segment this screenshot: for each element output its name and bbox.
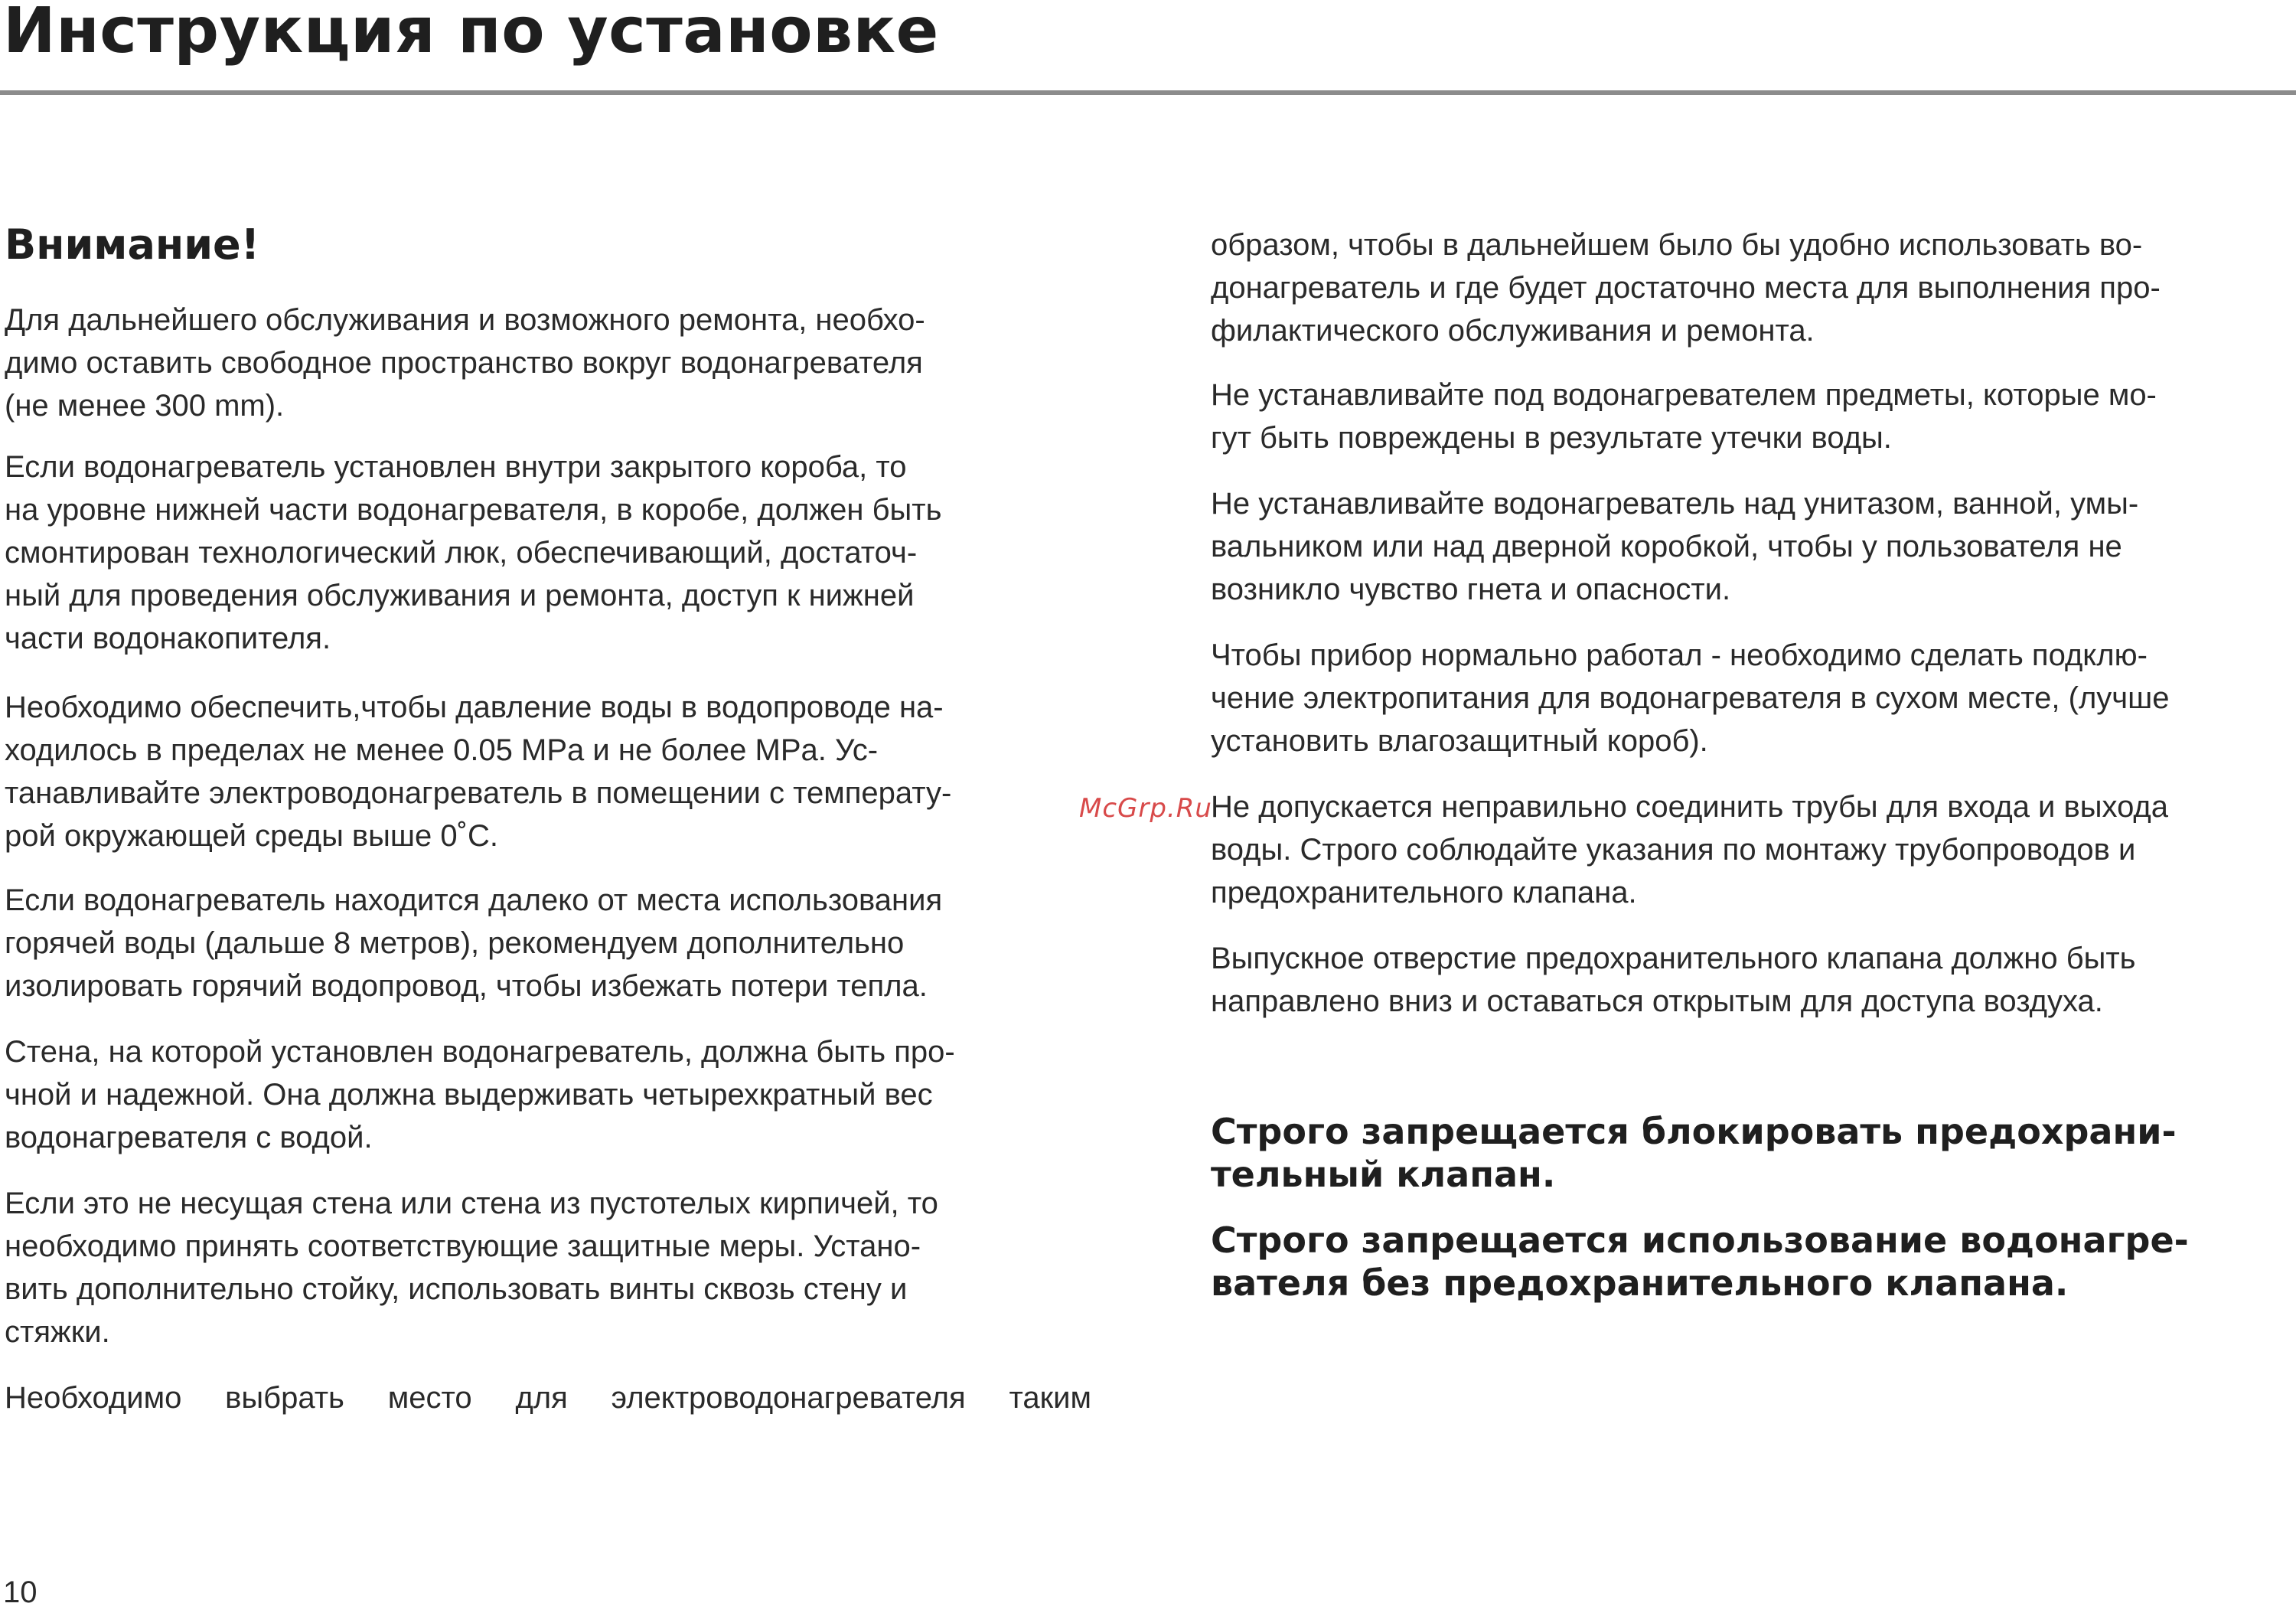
attention-heading: Внимание! <box>5 220 260 269</box>
paragraph-distance: Если водонагреватель находится далеко от места использования горячей воды (дальше 8 метров), рекомендуем дополнительно изолировать горячий водопровод, чтобы избежать потери тепла. <box>5 883 943 1003</box>
paragraph-placement-comfort: Не устанавливайте водонагреватель над унитазом, ванной, умы- вальником или над дверной коробкой, чтобы у пользователя не возникло чувство гнета и опасности. <box>1211 487 2139 606</box>
paragraph-leak-objects: Не устанавливайте под водонагревателем предметы, которые мо- гут быть повреждены в результате утечки воды. <box>1211 378 2157 455</box>
warning-valve-blocking: Строго запрещается блокировать предохрани- тельный клапан. <box>1211 1111 2177 1195</box>
paragraph-power-connection: Чтобы прибор нормально работал - необходимо сделать подклю- чение электропитания для водонагревателя в сухом месте, (лучше установить влагозащитный короб). <box>1211 638 2170 758</box>
watermark: McGrp.Ru <box>1079 793 1212 824</box>
paragraph-location-start: Необходимо выбрать место для электроводонагревателя таким <box>5 1381 1091 1415</box>
title-divider <box>0 90 2296 95</box>
paragraph-pipe-connection: Не допускается неправильно соединить трубы для входа и выхода воды. Строго соблюдайте указания по монтажу трубопроводов и предохранительного клапана. <box>1211 790 2169 909</box>
paragraph-water-pressure: Необходимо обеспечить,чтобы давление воды в водопроводе на- ходилось в пределах не менее 0.05 MPa и не более MPa. Ус- танавливайте электроводонагреватель в помещении с температу- рой окружающей среды выше 0˚C. <box>5 691 952 853</box>
page-number: 10 <box>3 1575 38 1609</box>
page-title: Инструкция по установке <box>3 0 939 67</box>
warning-valve-required: Строго запрещается использование водонагре- вателя без предохранительного клапана. <box>1211 1220 2189 1304</box>
paragraph-wall-strength: Стена, на которой установлен водонагреватель, должна быть про- чной и надежной. Она должна выдерживать четырехкратный вес водонагревателя с водой. <box>5 1035 955 1154</box>
paragraph-location-continued: образом, чтобы в дальнейшем было бы удобно использовать во- донагреватель и где будет достаточно места для выполнения про- филактического обслуживания и ремонта. <box>1211 228 2161 348</box>
paragraph-clearance: Для дальнейшего обслуживания и возможного ремонта, необхо- димо оставить свободное пространство вокруг водонагревателя (не менее 300 mm). <box>5 303 925 423</box>
paragraph-service-hatch: Если водонагреватель установлен внутри закрытого короба, то на уровне нижней части водонагревателя, в коробе, должен быть смонтирован технологический люк, обеспечивающий, достаточ- ный для проведения обслуживания и ремонта, доступ к нижней части водонакопителя. <box>5 450 942 655</box>
paragraph-non-bearing-wall: Если это не несущая стена или стена из пустотелых кирпичей, то необходимо принять соответствующие защитные меры. Устано- вить дополнительно стойку, использовать винты сквозь стену и стяжки. <box>5 1187 938 1349</box>
paragraph-valve-outlet: Выпускное отверстие предохранительного клапана должно быть направлено вниз и оставаться открытым для доступа воздуха. <box>1211 942 2136 1018</box>
